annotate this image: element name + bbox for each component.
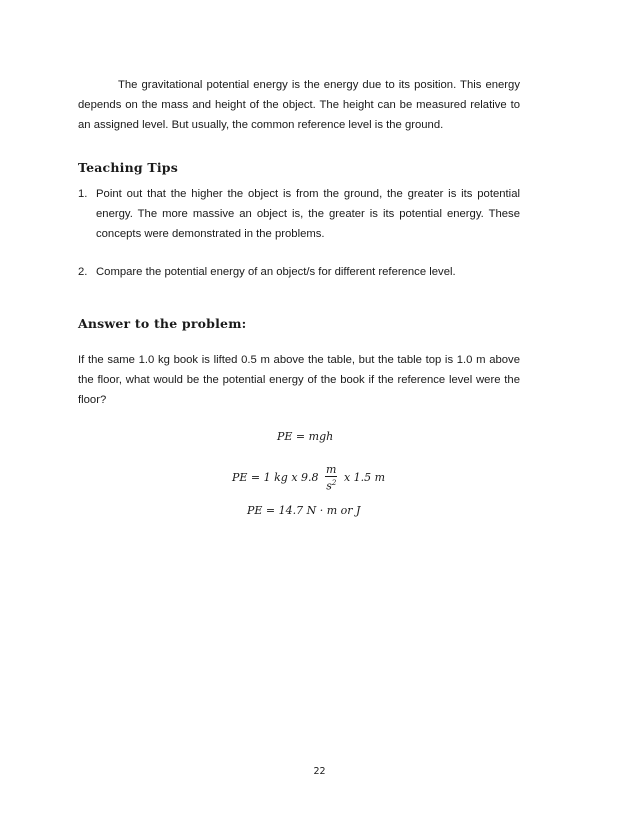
equation-pe-formula: PE = mgh (277, 430, 334, 443)
intro-paragraph: The gravitational potential energy is the energy due to its position. This energy depends on the mass and height of the object. The height can be measured relative to an assigned level. But usually, the common reference level is the ground. (78, 79, 520, 131)
fraction-denominator-base: s (326, 479, 332, 493)
unit-fraction (325, 463, 337, 493)
answer-heading: Answer to the problem: (78, 316, 247, 331)
list-item (78, 184, 520, 244)
fraction-denominator (325, 477, 337, 493)
list-item-number: 2. (78, 266, 88, 278)
list-item-number: 1. (78, 188, 88, 200)
problem-paragraph: If the same 1.0 kg book is lifted 0.5 m above the table, but the table top is 1.0 m above the floor, what would be the potential energy of the book if the reference level were the floor? (78, 354, 520, 406)
fraction-numerator: m (326, 463, 337, 476)
fraction-exponent: 2 (331, 479, 337, 487)
list-item-text: Compare the potential energy of an object/s for different reference level. (96, 266, 456, 278)
list-item-text: Point out that the higher the object is from the ground, the greater is its potential energy. The more massive an object is, the greater is its potential energy. These concepts were demonstrated in the problems. (96, 188, 520, 240)
list-item (78, 262, 520, 282)
equation-right: x 1.5 m (343, 470, 386, 484)
teaching-tips-heading: Teaching Tips (78, 160, 178, 175)
equation-left: PE = 1 kg x 9.8 (232, 470, 319, 484)
equation-pe-substitution (232, 463, 385, 493)
equation-pe-result: PE = 14.7 N · m or J (247, 504, 361, 517)
page-number: 22 (313, 766, 326, 777)
